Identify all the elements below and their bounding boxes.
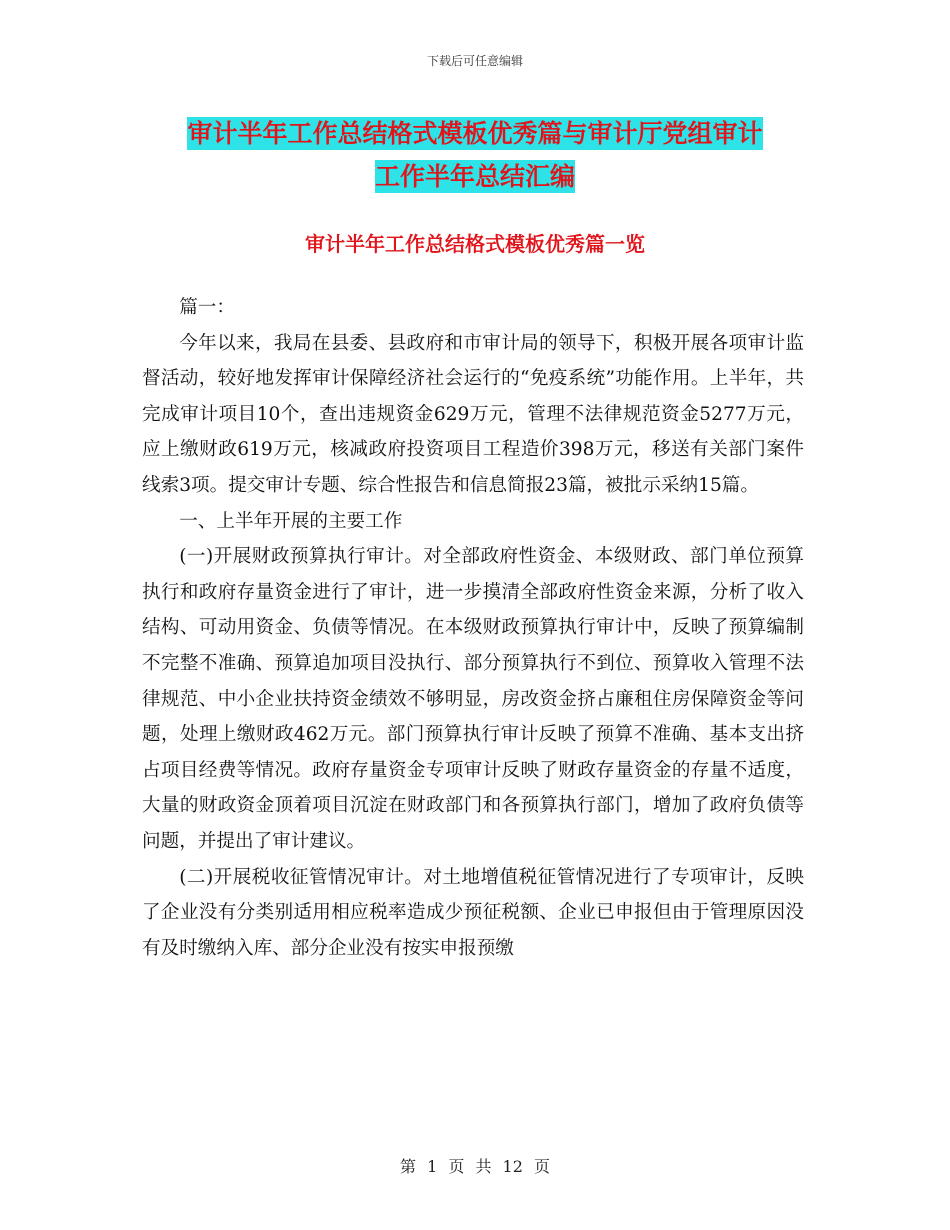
title-line-2: 工作半年总结汇编 (374, 162, 575, 191)
document-title (140, 112, 810, 198)
paragraph: (二)开展税收征管情况审计。对土地增值税征管情况进行了专项审计，反映了企业没有分类别适用相应税率造成少预征税额、企业已申报但由于管理原因没有及时缴纳入库、部分企业没有按实申报预缴 (142, 866, 804, 959)
header-note: 下载后可任意编辑 (426, 54, 523, 68)
title-line-1: 审计半年工作总结格式模板优秀篇与审计厅党组审计 (187, 119, 763, 148)
document-body (142, 290, 804, 966)
paragraph: (一)开展财政预算执行审计。对全部政府性资金、本级财政、部门单位预算执行和政府存量资金进行了审计，进一步摸清全部政府性资金来源，分析了收入结构、可动用资金、负债等情况。在本级财政预算执行审计中，反映了预算编制不完整不准确、预算追加项目没执行、部分预算执行不到位、预算收入管理不法律规范、中小企业扶持资金绩效不够明显，房改资金挤占廉租住房保障资金等问题，处理上缴财政462万元。部门预算执行审计反映了预算不准确、基本支出挤占项目经费等情况。政府存量资金专项审计反映了财政存量资金的存量不适度，大量的财政资金顶着项目沉淀在财政部门和各预算执行部门，增加了政府负债等问题，并提出了审计建议。 (142, 546, 804, 852)
page-footer: 第 1 页 共 12 页 (400, 1157, 550, 1176)
section-heading: 一、上半年开展的主要工作 (179, 510, 403, 532)
paragraph: 篇一： (179, 297, 235, 318)
paragraph: 今年以来，我局在县委、县政府和市审计局的领导下，积极开展各项审计监督活动，较好地发挥审计保障经济社会运行的“免疫系统”功能作用。上半年，共完成审计项目10个，查出违规资金629万元，管理不法律规范资金5277万元，应上缴财政619万元，核减政府投资项目工程造价398万元，移送有关部门案件线索3项。提交审计专题、综合性报告和信息简报23篇，被批示采纳15篇。 (142, 332, 804, 496)
document-subtitle: 审计半年工作总结格式模板优秀篇一览 (305, 232, 645, 256)
